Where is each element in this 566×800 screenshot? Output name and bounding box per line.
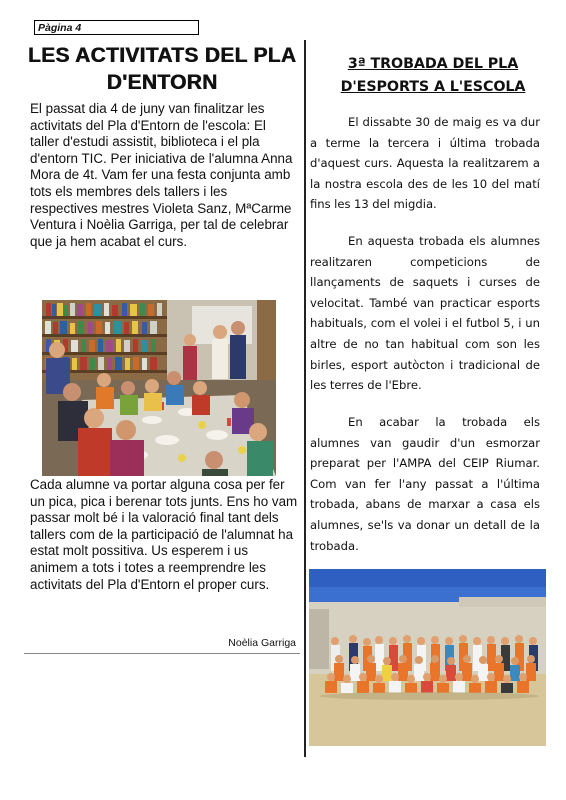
column-divider [304,40,306,757]
left-column-rule [24,653,300,654]
left-article-title: LES ACTIVITATS DEL PLA D'ENTORN [27,44,297,94]
page-number-label: Pàgina 4 [38,22,82,34]
right-article-title: 3ª TROBADA DEL PLA D'ESPORTS A L'ESCOLA [340,56,526,95]
left-article-paragraph-2: Cada alumne va portar alguna cosa per fer un pica, pica i berenar tots junts. Ens ho vam passar molt bé i la valoració final tant dels tallers com de la participació de l'alumnat ha estat molt possitiva. Us esperem i us animem a tots i totes a reemprendre les activitats del Pla d'Entorn el proper curs. [30,477,298,592]
right-article-paragraph-3: En acabar la trobada els alumnes van gaudir d'un esmorzar preparat per l'AMPA del CEIP Riumar. Com van fer l'any passat a l'última trobada, abans de marxar a casa els alumnes, se'ls va donar un detall de la trobada. [310,415,540,553]
page-number-box [34,20,199,35]
sports-group-photo [309,569,546,746]
left-article-paragraph-1: El passat dia 4 de juny van finalitzar les activitats del Pla d'Entorn de l'escola: El taller d'estudi assistit, biblioteca i el pla d'entorn TIC. Per iniciativa de l'alumna Anna Mora de 4t. Vam fer una festa conjunta amb tots els membres dels tallers i les respectives mestres Violeta Sanz, MªCarme Ventura i Noèlia Garriga, per tal de celebrar que ja hem acabat el curs. [30,101,293,249]
article-signature: Noèlia Garriga [228,637,296,649]
right-article-paragraph-1: El dissabte 30 de maig es va dur a terme la tercera i última trobada d'aquest curs. Aquesta la realitzarem a la nostra escola des de les 10 del matí fins les 13 del migdia. [310,115,540,212]
right-article-paragraph-2: En aquesta trobada els alumnes realitzaren competicions de llançaments de saquets i curses de velocitat. També van practicar esports habituals, com el volei i el futbol 5, i un altre de no tan habitual com son les birles, esport autòcton i tradicional de les terres de l'Ebre. [310,234,540,393]
library-party-photo [42,300,276,476]
